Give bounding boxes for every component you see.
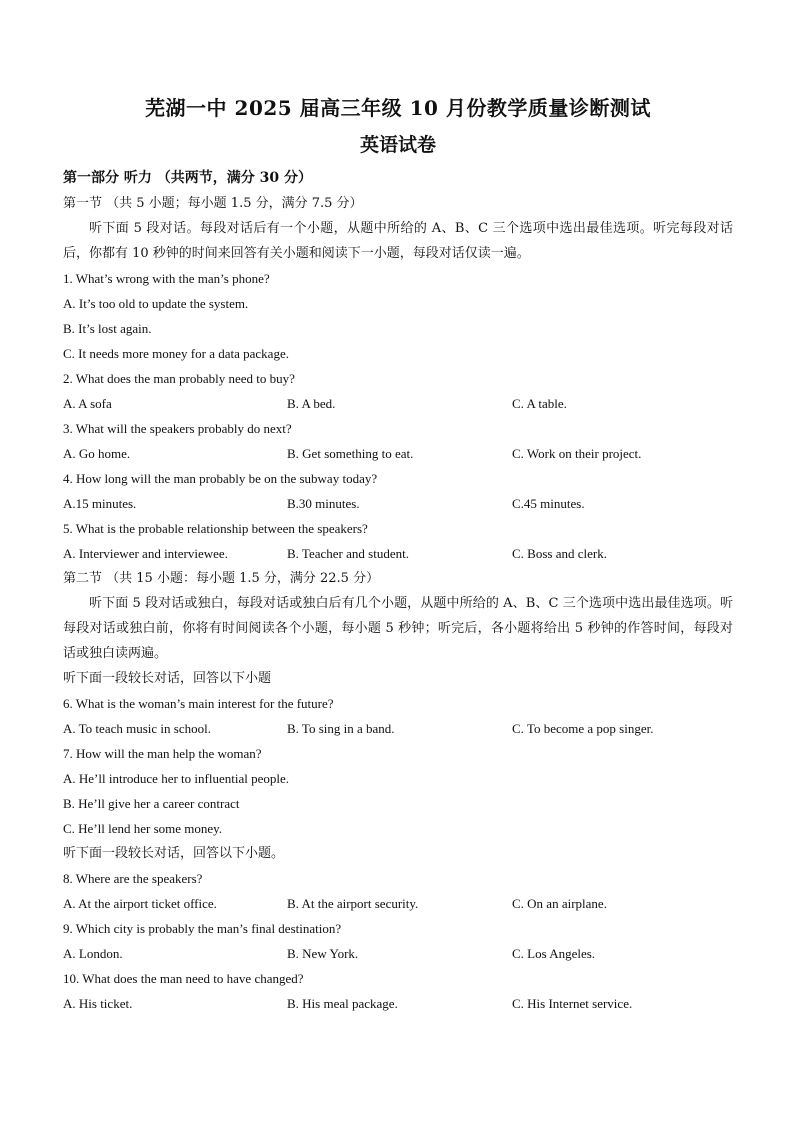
question-1-option-c: C. It needs more money for a data package. (63, 346, 289, 361)
question-10-stem: 10. What does the man need to have changed? (63, 971, 304, 986)
question-2-option-c: C. A table. (512, 396, 567, 411)
exam-title: 芜湖一中 2025 届高三年级 10 月份教学质量诊断测试 (145, 96, 651, 120)
question-10-options (63, 991, 733, 1016)
question-7-stem: 7. How will the man help the woman? (63, 746, 262, 761)
question-9-stem: 9. Which city is probably the man’s final destination? (63, 921, 342, 936)
question-1-option-a: A. It’s too old to update the system. (63, 296, 249, 311)
question-7-option-c: C. He’ll lend her some money. (63, 821, 223, 836)
question-9-options (63, 941, 733, 966)
exam-subtitle: 英语试卷 (359, 134, 436, 156)
question-7-option-a: A. He’ll introduce her to influential people. (63, 771, 289, 786)
question-8-option-b: B. At the airport security. (287, 896, 419, 911)
question-5-option-a: A. Interviewer and interviewee. (63, 546, 228, 561)
question-9-option-b: B. New York. (287, 946, 359, 961)
question-3-option-b: B. Get something to eat. (287, 446, 414, 461)
question-2-stem: 2. What does the man probably need to buy? (63, 371, 295, 386)
question-4-option-b: B.30 minutes. (287, 496, 360, 511)
question-4-option-a: A.15 minutes. (63, 496, 137, 511)
question-5-options (63, 541, 733, 566)
question-6-option-b: B. To sing in a band. (287, 721, 395, 736)
question-3-stem: 3. What will the speakers probably do next? (63, 421, 292, 436)
section2-instructions: 听下面 5 段对话或独白，每段对话或独白后有几个小题，从题中所给的 A、B、C 三个选项中选出最佳选项。听每段对话或独白前，你将有时间阅读各个小题，每小题 5 秒钟；听完后，各小题将给出 5 秒钟的作答时间，每段对话或独白读两遍。 (63, 596, 733, 661)
question-10-option-a: A. His ticket. (63, 996, 133, 1011)
question-8-option-c: C. On an airplane. (512, 896, 607, 911)
question-6-option-a: A. To teach music in school. (63, 721, 211, 736)
question-8-options (63, 891, 733, 916)
question-6-option-c: C. To become a pop singer. (512, 721, 654, 736)
section2-heading: 第二节 （共 15 小题：每小题 1.5 分，满分 22.5 分） (63, 571, 380, 586)
question-6-stem: 6. What is the woman’s main interest for the future? (63, 696, 334, 711)
question-9-option-a: A. London. (63, 946, 123, 961)
question-9-option-c: C. Los Angeles. (512, 946, 596, 961)
question-2-options (63, 391, 733, 416)
group1-intro: 听下面一段较长对话，回答以下小题 (63, 671, 272, 686)
group2-intro: 听下面一段较长对话，回答以下小题。 (63, 846, 285, 861)
question-2-option-a: A. A sofa (63, 396, 112, 411)
question-3-option-c: C. Work on their project. (512, 446, 642, 461)
question-6-options (63, 716, 733, 741)
section1-instructions: 听下面 5 段对话。每段对话后有一个小题，从题中所给的 A、B、C 三个选项中选出最佳选项。听完每段对话后，你都有 10 秒钟的时间来回答有关小题和阅读下一小题，每段对话仅读一遍。 (63, 221, 733, 261)
question-5-stem: 5. What is the probable relationship between the speakers? (63, 521, 368, 536)
question-8-option-a: A. At the airport ticket office. (63, 896, 217, 911)
question-4-options (63, 491, 733, 516)
question-10-option-b: B. His meal package. (287, 996, 398, 1011)
question-10-option-c: C. His Internet service. (512, 996, 633, 1011)
question-3-option-a: A. Go home. (63, 446, 131, 461)
question-5-option-c: C. Boss and clerk. (512, 546, 607, 561)
question-8-stem: 8. Where are the speakers? (63, 871, 203, 886)
question-4-option-c: C.45 minutes. (512, 496, 585, 511)
question-5-option-b: B. Teacher and student. (287, 546, 409, 561)
question-7-option-b: B. He’ll give her a career contract (63, 796, 240, 811)
question-1-option-b: B. It’s lost again. (63, 321, 152, 336)
question-1-stem: 1. What’s wrong with the man’s phone? (63, 271, 270, 286)
question-2-option-b: B. A bed. (287, 396, 336, 411)
question-4-stem: 4. How long will the man probably be on the subway today? (63, 471, 378, 486)
question-3-options (63, 441, 733, 466)
section1-heading: 第一节 （共 5 小题；每小题 1.5 分，满分 7.5 分） (63, 196, 363, 211)
exam-page (63, 92, 733, 1016)
part1-heading: 第一部分 听力 （共两节，满分 30 分） (63, 170, 312, 186)
